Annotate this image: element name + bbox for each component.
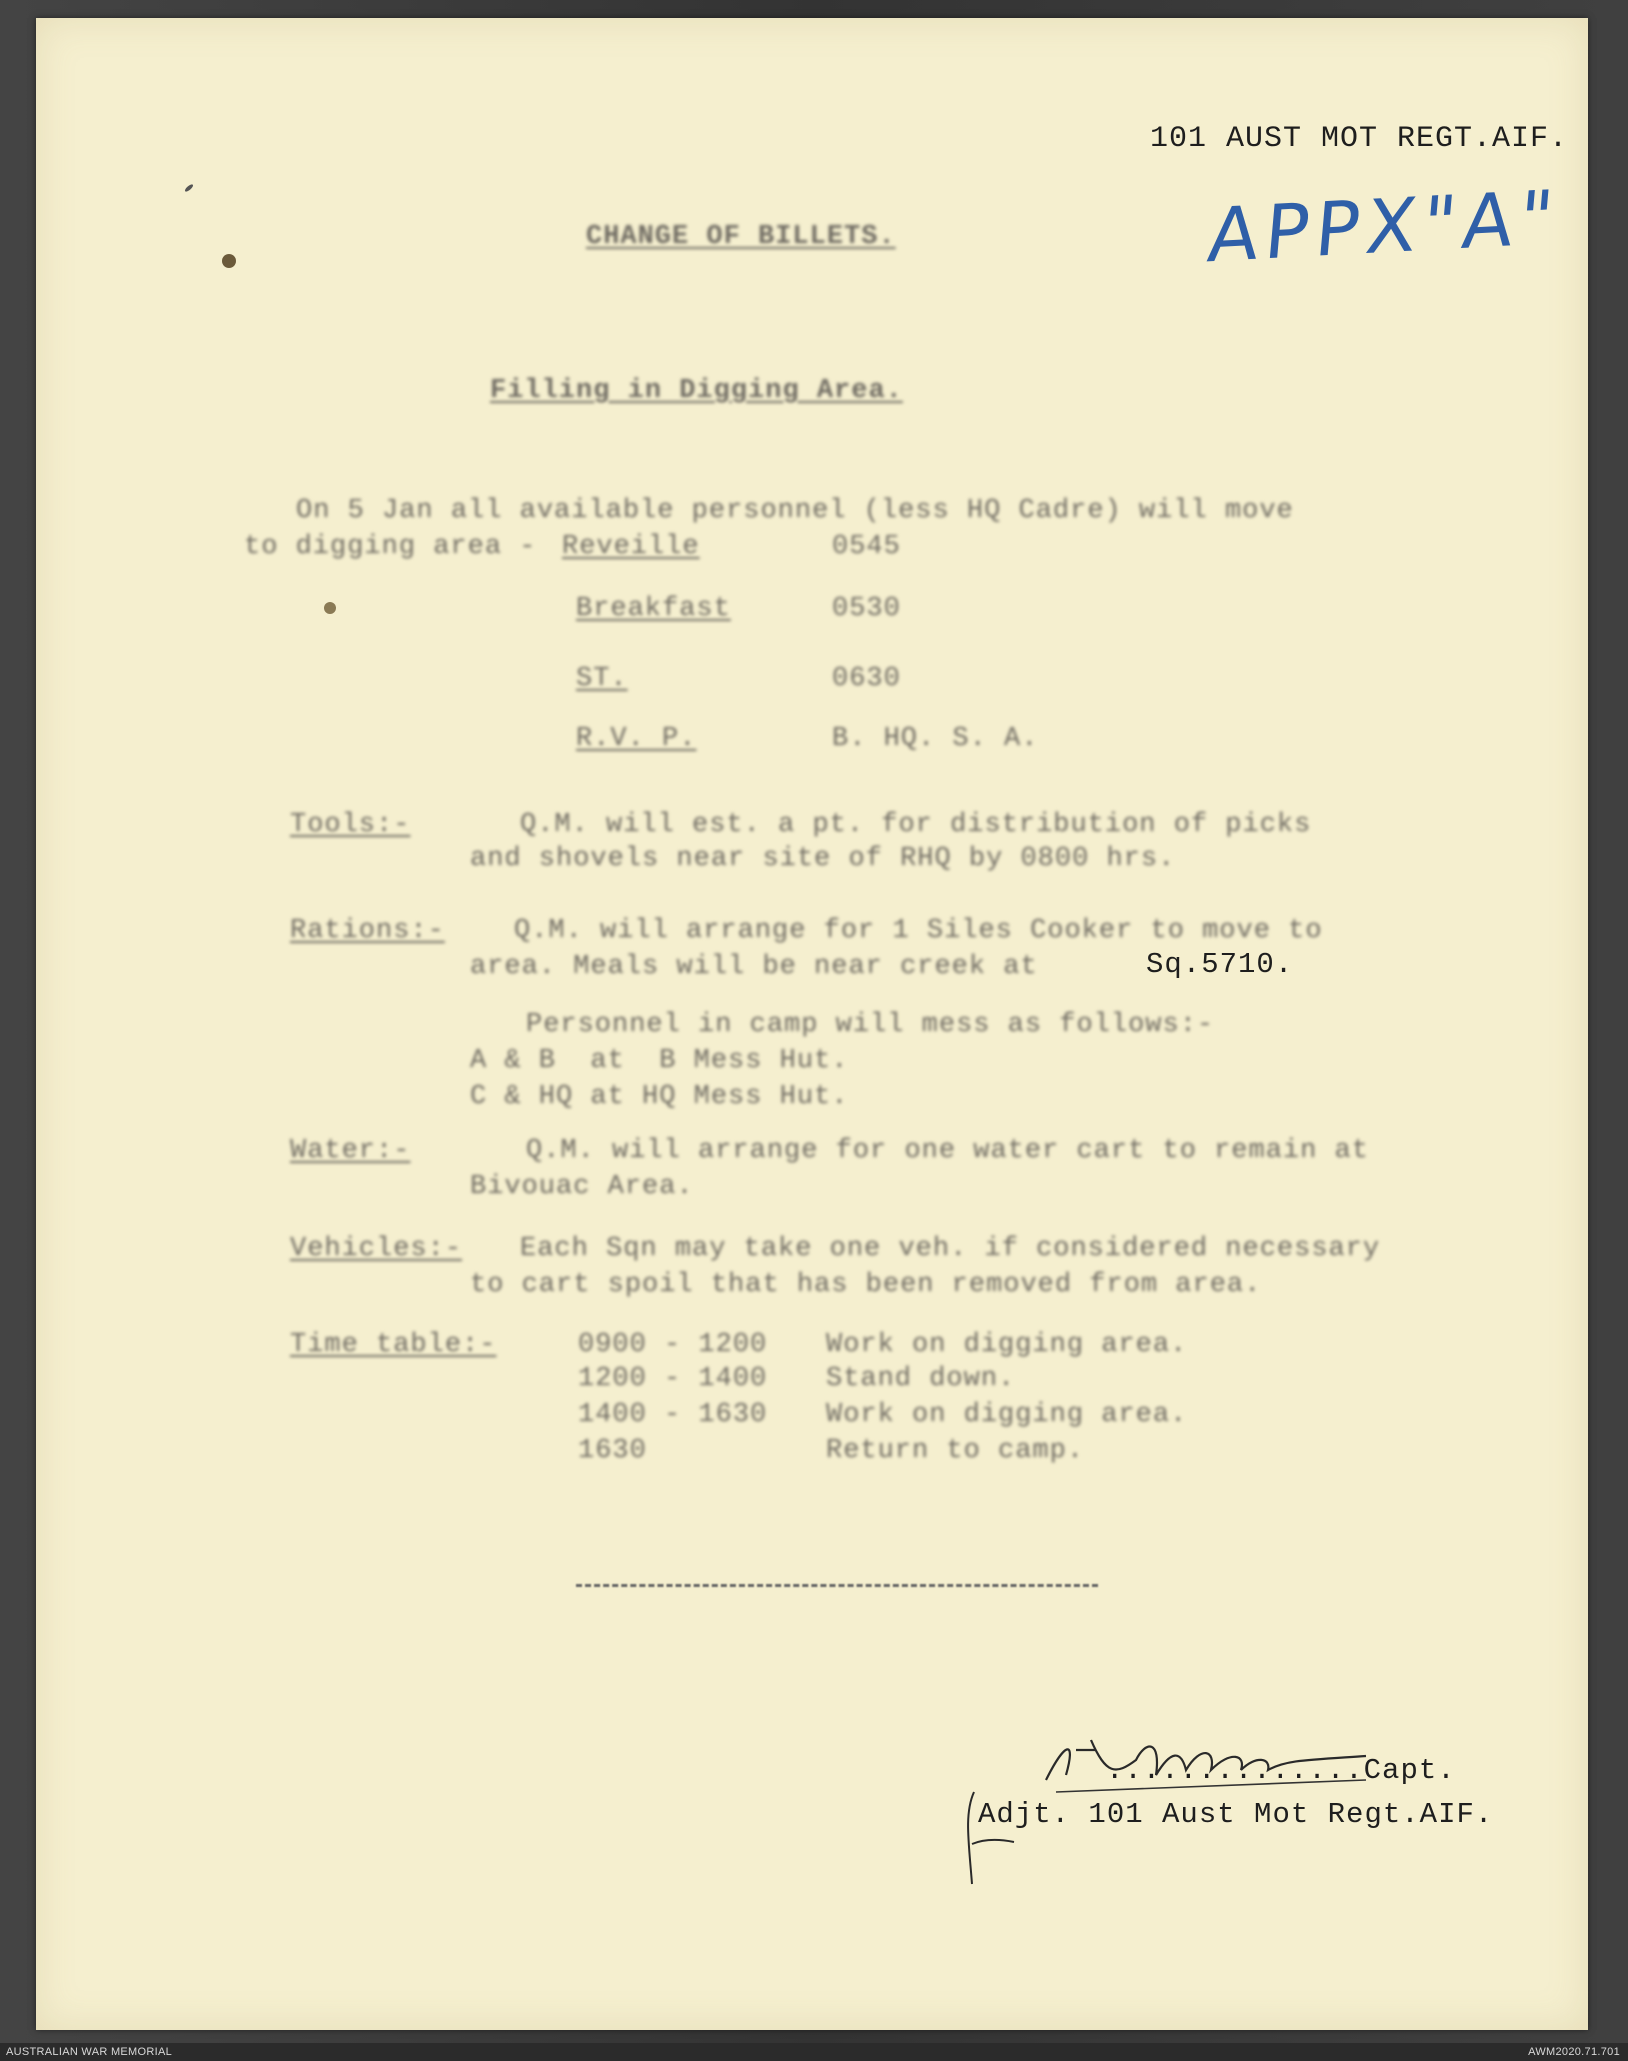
paper-spot xyxy=(324,602,336,614)
schedule-label-rvp: R.V. P. xyxy=(576,724,697,754)
schedule-value-st: 0630 xyxy=(832,664,901,694)
section-label-vehicles: Vehicles:- xyxy=(290,1234,463,1264)
section-label-rations: Rations:- xyxy=(290,916,445,946)
timetable-activity-1: Work on digging area. xyxy=(826,1330,1188,1360)
schedule-label-breakfast: Breakfast xyxy=(576,594,731,624)
section-label-tools: Tools:- xyxy=(290,810,411,840)
timetable-label: Time table:- xyxy=(290,1330,497,1360)
footer-left-credit: AUSTRALIAN WAR MEMORIAL xyxy=(6,2046,173,2058)
schedule-label-st: ST. xyxy=(576,664,628,694)
intro-line-2: to digging area - xyxy=(244,532,537,562)
vehicles-line-2: to cart spoil that has been removed from area. xyxy=(470,1270,1262,1300)
intro-line-1: On 5 Jan all available personnel (less HQ Cadre) will move xyxy=(296,496,1294,526)
timetable-time-2: 1200 - 1400 xyxy=(578,1364,768,1394)
timetable-time-1: 0900 - 1200 xyxy=(578,1330,768,1360)
timetable-activity-4: Return to camp. xyxy=(826,1436,1085,1466)
timetable-time-3: 1400 - 1630 xyxy=(578,1400,768,1430)
vehicles-line-1: Each Sqn may take one veh. if considered necessary xyxy=(520,1234,1381,1264)
footer-right-reference: AWM2020.71.701 xyxy=(1528,2046,1620,2058)
tools-line-2: and shovels near site of RHQ by 0800 hrs. xyxy=(470,844,1176,874)
appendix-mark: APPX"A" xyxy=(1204,174,1563,280)
section-label-water: Water:- xyxy=(290,1136,411,1166)
footer-band xyxy=(0,2043,1628,2061)
timetable-time-4: 1630 xyxy=(578,1436,647,1466)
divider-rule xyxy=(576,1584,1098,1587)
schedule-value-rvp: B. HQ. S. A. xyxy=(832,724,1039,754)
document-title: CHANGE OF BILLETS. xyxy=(586,222,896,252)
signature-title-line: Adjt. 101 Aust Mot Regt.AIF. xyxy=(978,1798,1494,1831)
tear-mark xyxy=(184,183,194,192)
tools-line-1: Q.M. will est. a pt. for distribution of picks xyxy=(520,810,1312,840)
rations-grid-reference: Sq.5710. xyxy=(1146,948,1294,981)
schedule-value-reveille: 0545 xyxy=(832,532,901,562)
personnel-line-3: C & HQ at HQ Mess Hut. xyxy=(470,1082,849,1112)
unit-header: 101 AUST MOT REGT.AIF. xyxy=(1150,122,1569,156)
punch-mark xyxy=(222,254,236,268)
document-page xyxy=(36,18,1588,2030)
document-subtitle: Filling in Digging Area. xyxy=(490,376,903,406)
schedule-label-reveille: Reveille xyxy=(562,532,700,562)
schedule-value-breakfast: 0530 xyxy=(832,594,901,624)
water-line-2: Bivouac Area. xyxy=(470,1172,694,1202)
rations-line-1: Q.M. will arrange for 1 Siles Cooker to move to xyxy=(514,916,1323,946)
timetable-activity-3: Work on digging area. xyxy=(826,1400,1188,1430)
personnel-line-1: Personnel in camp will mess as follows:- xyxy=(526,1010,1215,1040)
personnel-line-2: A & B at B Mess Hut. xyxy=(470,1046,849,1076)
signature-rank-line: ..............Capt. xyxy=(1106,1754,1456,1787)
timetable-activity-2: Stand down. xyxy=(826,1364,1016,1394)
water-line-1: Q.M. will arrange for one water cart to remain at xyxy=(526,1136,1369,1166)
rations-line-2: area. Meals will be near creek at xyxy=(470,952,1038,982)
